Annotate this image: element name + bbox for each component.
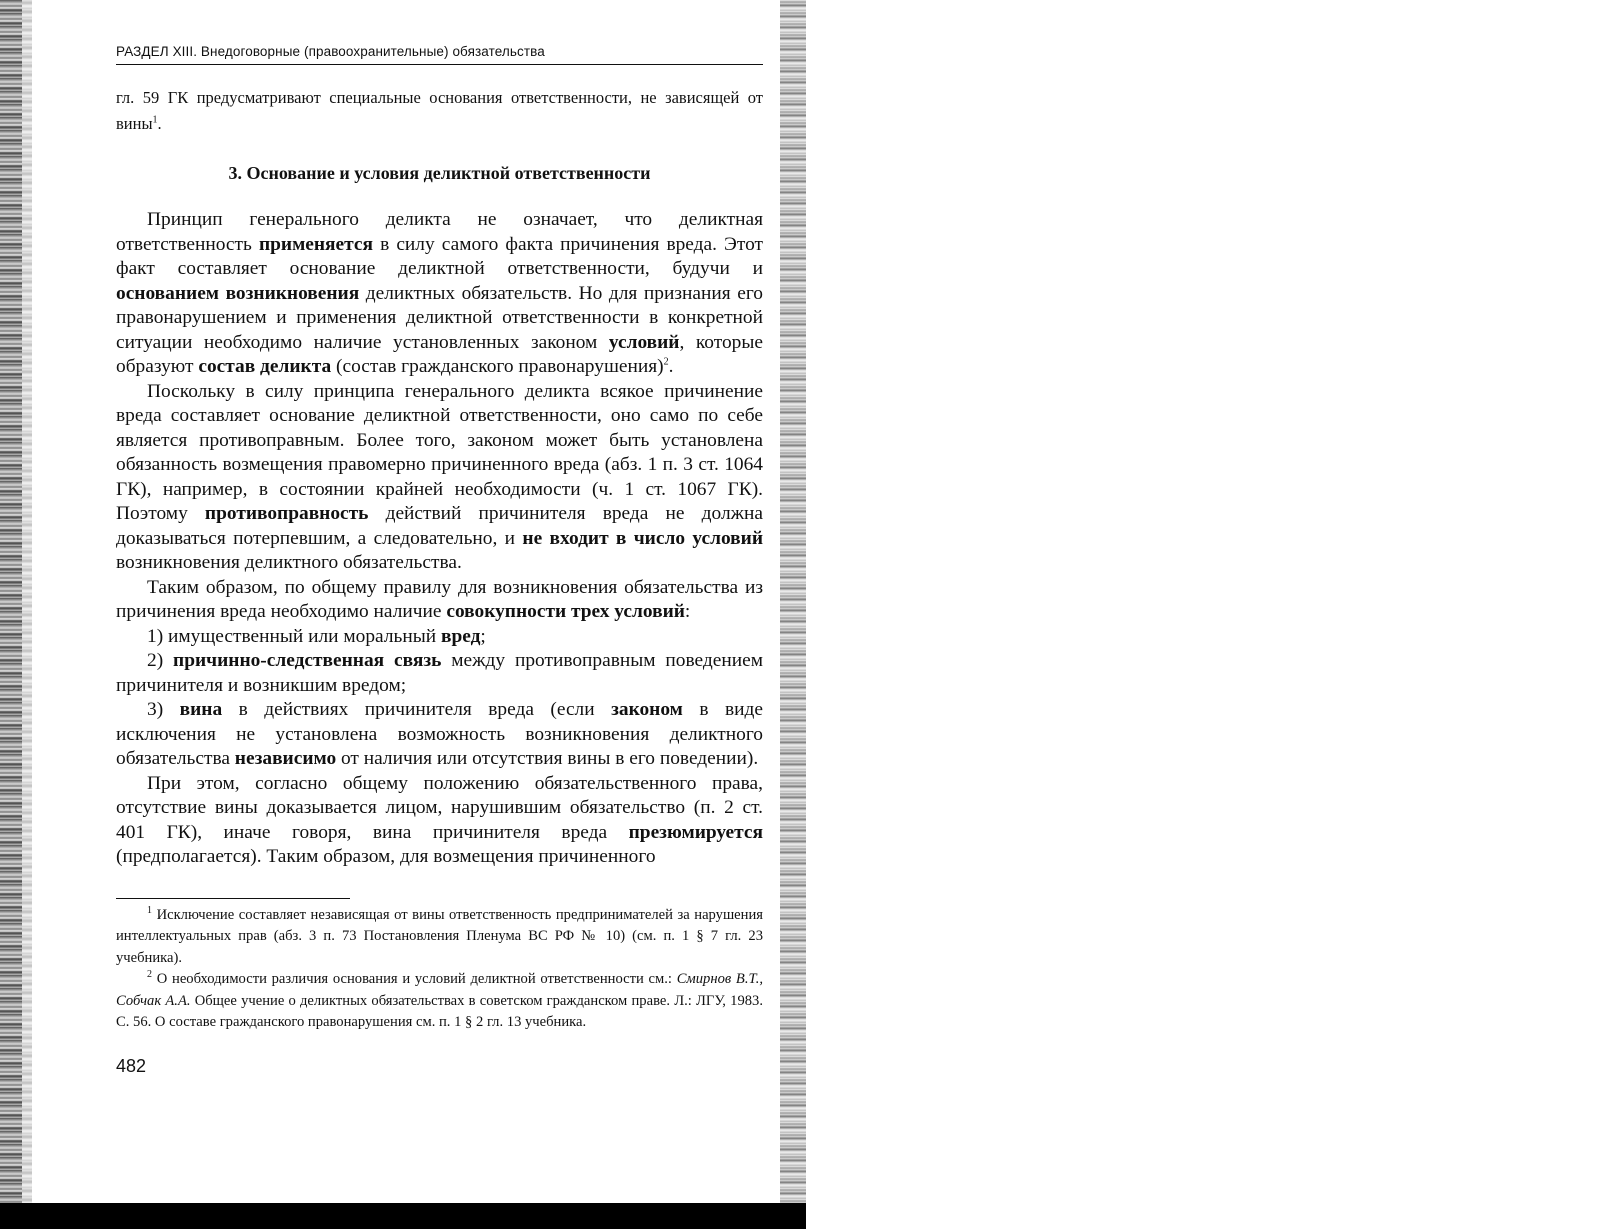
text-run: , которые образуют	[116, 331, 763, 377]
text-run: (состав гражданского правонарушения)	[331, 356, 664, 377]
text-run: в силу самого факта причинения вреда. Этот факт составляет основание деликтной ответственности, будучи и	[116, 233, 763, 279]
paragraph	[116, 380, 763, 576]
book-page	[116, 40, 763, 1077]
text-run: Таким образом, по общему правилу для возникновения обязательства из причинения вреда необходимо наличие	[116, 576, 763, 622]
footnote	[116, 969, 763, 1034]
running-head: РАЗДЕЛ XIII. Внедоговорные (правоохранительные) обязательства	[116, 44, 763, 65]
bold-term: законом	[611, 699, 683, 720]
page-number: 482	[116, 1055, 147, 1076]
section-title: 3. Основание и условия деликтной ответственности	[228, 163, 651, 183]
body-text	[116, 208, 763, 870]
footnote-ref: 2	[147, 969, 152, 981]
paragraph	[116, 625, 763, 650]
continuation-body: гл. 59 ГК предусматривают специальные основания ответственности, не зависящей от вины	[116, 88, 763, 133]
text-run: Принцип генерального деликта не означает, что деликтная ответственность	[116, 209, 763, 255]
continuation-text	[116, 85, 763, 137]
text-run: в виде исключения не установлена возможность возникновения деликтного обязательства	[116, 699, 763, 769]
text-run: действий причинителя вреда не должна доказываться потерпевшим, а следовательно, и	[116, 503, 764, 549]
paragraph	[116, 698, 763, 772]
text-run: 3)	[147, 699, 180, 720]
text-run: При этом, согласно общему положению обязательственного права, отсутствие вины доказывается лицом, нарушившим обязательство (п. 2 ст. 401 ГК), иначе говоря, вина причинителя вреда	[116, 772, 763, 843]
bold-term: совокупности трех условий	[446, 601, 685, 622]
text-run: О необходимости различия основания и условий деликтной ответственности см.:	[152, 971, 677, 987]
scan-edge-right	[780, 0, 806, 1205]
bold-term: основанием возникновения	[116, 282, 360, 304]
footnote-divider	[116, 898, 350, 899]
scan-edge-left	[0, 0, 22, 1229]
text-run: Исключение составляет независящая от вины ответственность предпринимателей за нарушения интеллектуальных прав (абз. 3 п. 73 Постановления Пленума ВС РФ № 10) (см. п. 1 § 7 гл. 23 учебника).	[116, 906, 763, 966]
bold-term: вина	[179, 699, 223, 720]
bold-term: независимо	[234, 748, 337, 769]
footnotes	[116, 905, 763, 1034]
bold-term: вред	[440, 625, 481, 647]
text-run: ;	[480, 625, 486, 647]
footnote-ref: 1	[152, 114, 158, 126]
text-run: Общее учение о деликтных обязательствах в советском гражданском праве. Л.: ЛГУ, 1983. С. 56. О составе гражданского правонарушения см. п. 1 § 2 гл. 13 учебника.	[116, 992, 763, 1030]
text-run: 1) имущественный или моральный	[147, 625, 441, 647]
scan-bottom-shadow	[0, 1203, 806, 1229]
bold-term: презюмируется	[628, 821, 763, 843]
text-run: .	[668, 356, 674, 377]
bold-term: применяется	[258, 233, 374, 255]
text-run: деликтных обязательств. Но для признания его правонарушением и применения деликтной ответственности в конкретной ситуации необходимо наличие установленных законом	[116, 282, 763, 353]
bold-term: противоправность	[204, 503, 369, 524]
text-run: (предполагается). Таким образом, для возмещения причиненного	[116, 846, 656, 867]
footnote-ref: 1	[147, 904, 152, 916]
bold-term: состав деликта	[198, 356, 332, 377]
text-run: от наличия или отсутствия вины в его поведении).	[336, 748, 759, 769]
paragraph	[116, 208, 763, 380]
text-run: в действиях причинителя вреда (если	[222, 699, 612, 720]
continuation-end: .	[157, 114, 162, 133]
bold-term: причинно-следственная связь	[173, 650, 442, 671]
italic-author: Смирнов В.Т., Собчак А.А.	[116, 971, 763, 1009]
bold-term: условий	[608, 331, 680, 353]
paragraph	[116, 772, 763, 870]
text-run: между противоправным поведением причинителя и возникшим вредом;	[116, 650, 763, 696]
bold-term: не входит в число условий	[522, 527, 763, 549]
paragraph	[116, 576, 763, 625]
text-run: возникновения деликтного обязательства.	[116, 552, 462, 573]
footnote	[116, 905, 763, 970]
text-run: Поскольку в силу принципа генерального деликта всякое причинение вреда составляет основание деликтной ответственности, оно само по себе является противоправным. Более того, законом может быть установлена обязанность возмещения правомерно причиненного вреда (абз. 1 п. 3 ст. 1064 ГК), например, в состоянии крайней необходимости (ч. 1 ст. 1067 ГК). Поэтому	[116, 380, 763, 524]
footnote-ref: 2	[663, 356, 669, 368]
scan-edge-left-inner	[22, 0, 32, 1229]
paragraph	[116, 649, 763, 698]
text-run: 2)	[147, 650, 174, 671]
text-run: :	[684, 601, 691, 622]
